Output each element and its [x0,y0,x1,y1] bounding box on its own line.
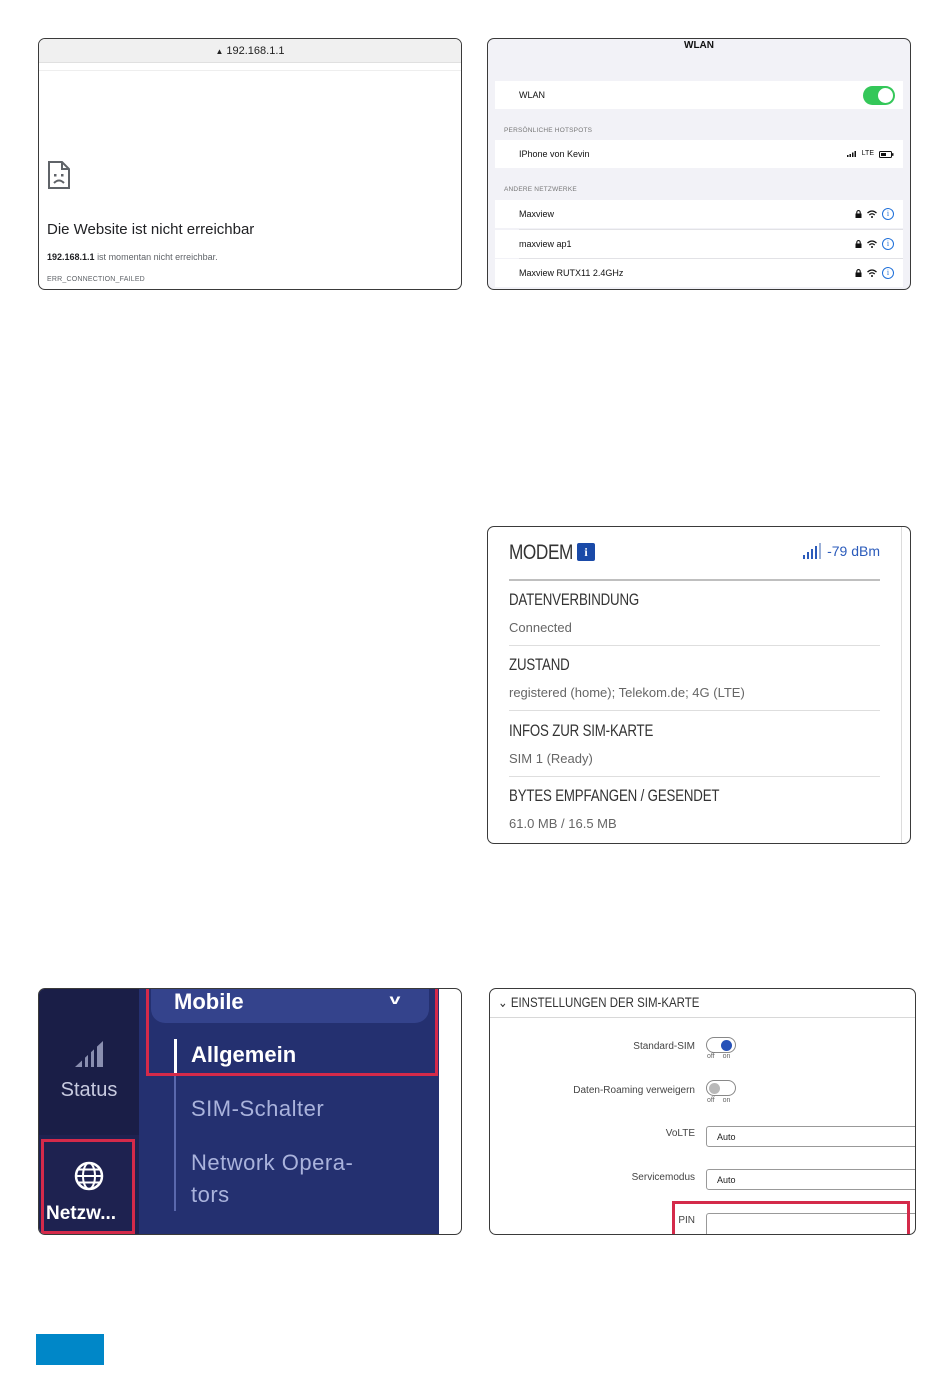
hotspots-section-header: PERSÖNLICHE HOTSPOTS [504,127,593,134]
scrollbar[interactable] [901,527,902,843]
router-navigation-screenshot [38,988,462,1235]
network-name: Maxview RUTX11 2.4GHz [519,268,624,278]
signal-value: -79 dBm [827,543,880,559]
volte-select[interactable]: Auto [706,1126,916,1147]
wlan-toggle[interactable] [863,86,895,105]
network-icons [855,259,894,287]
error-host: 192.168.1.1 [47,252,95,262]
info-label: BYTES EMPFANGEN / GESENDET [509,786,720,805]
highlight-box [146,988,438,1076]
network-row[interactable] [495,259,903,287]
highlight-box [41,1139,135,1234]
hotspot-status [847,140,894,168]
field-label: Servicemodus [631,1172,695,1183]
info-icon[interactable]: i [882,238,894,250]
signal-bars-icon [803,543,822,559]
error-detail: ist momentan nicht erreichbar. [97,252,218,262]
submenu-item-allgemein[interactable]: Allgemein [191,1042,297,1067]
section-divider [490,1017,915,1018]
browser-error-screenshot [38,38,462,290]
info-value: 61.0 MB / 16.5 MB [509,816,617,831]
switch-caption: off on [707,1097,731,1104]
submenu-item-network-operators[interactable]: Network Opera- [191,1150,354,1175]
network-name: maxview ap1 [519,239,572,249]
sim-settings-screenshot [489,988,916,1235]
signal-icon [75,1041,103,1067]
lock-icon [855,210,862,218]
battery-icon [879,151,894,158]
broken-page-icon [47,161,71,189]
roaming-switch[interactable] [706,1080,736,1096]
cell-signal-icon [847,151,857,157]
chevron-down-icon: ⌄ [498,994,511,1010]
warning-icon: ▲ [215,47,224,56]
modem-info-item [509,776,880,842]
field-label: PIN [678,1215,695,1226]
field-label: VoLTE [665,1128,695,1139]
lock-icon [855,269,862,277]
wifi-icon [867,240,877,248]
modem-title: MODEM [509,541,573,564]
modem-info-item [509,580,880,646]
modem-info-item [509,711,880,777]
error-message [47,252,218,262]
info-value: registered (home); Telekom.de; 4G (LTE) [509,685,745,700]
other-networks-section-header: ANDERE NETZWERKE [504,186,577,193]
modem-info-item [509,645,880,711]
switch-caption: off on [707,1053,731,1060]
info-icon[interactable]: i [882,208,894,220]
lock-icon [855,240,862,248]
info-label: INFOS ZUR SIM-KARTE [509,721,654,740]
wifi-icon [867,269,877,277]
wifi-icon [867,210,877,218]
error-code: ERR_CONNECTION_FAILED [47,276,145,283]
address-bar[interactable] [39,39,461,63]
info-icon[interactable]: i [577,543,595,561]
error-title: Die Website ist nicht erreichbar [47,221,255,238]
field-label: Daten-Roaming verweigern [573,1085,695,1096]
highlight-box [672,1201,910,1235]
signal-strength [803,543,880,559]
network-name: Maxview [519,209,555,219]
info-icon[interactable]: i [882,267,894,279]
wlan-toggle-row [495,81,903,109]
nav-network[interactable]: Netzw... [46,1203,117,1224]
modem-status-screenshot [487,526,911,844]
info-value: SIM 1 (Ready) [509,751,593,766]
network-row[interactable] [495,200,903,228]
page-marker [36,1334,104,1365]
service-mode-select[interactable]: Auto [706,1169,916,1190]
toolbar-strip [39,63,461,71]
submenu-item-network-operators-cont[interactable]: tors [191,1182,230,1207]
hotspot-network-type: LTE [861,150,874,157]
info-label: ZUSTAND [509,655,570,674]
section-title[interactable]: ⌄ EINSTELLUNGEN DER SIM-KARTE [498,994,700,1010]
wlan-header: WLAN [684,40,714,51]
mobile-section-label: Mobile [174,989,244,1014]
submenu-item-sim-schalter[interactable]: SIM-Schalter [191,1096,325,1121]
chevron-down-icon[interactable]: v [389,991,401,1007]
wlan-toggle-label: WLAN [519,90,546,100]
info-label: DATENVERBINDUNG [509,590,640,609]
hotspot-name: IPhone von Kevin [519,149,590,159]
url-text: 192.168.1.1 [226,45,285,57]
field-label: Standard-SIM [633,1041,695,1052]
info-value: Connected [509,620,572,635]
hotspot-row[interactable] [495,140,903,168]
wlan-settings-screenshot [487,38,911,290]
network-row[interactable] [495,230,903,258]
network-icons [855,200,894,228]
nav-status[interactable]: Status [60,1079,118,1101]
network-icons [855,230,894,258]
standard-sim-switch[interactable] [706,1037,736,1053]
